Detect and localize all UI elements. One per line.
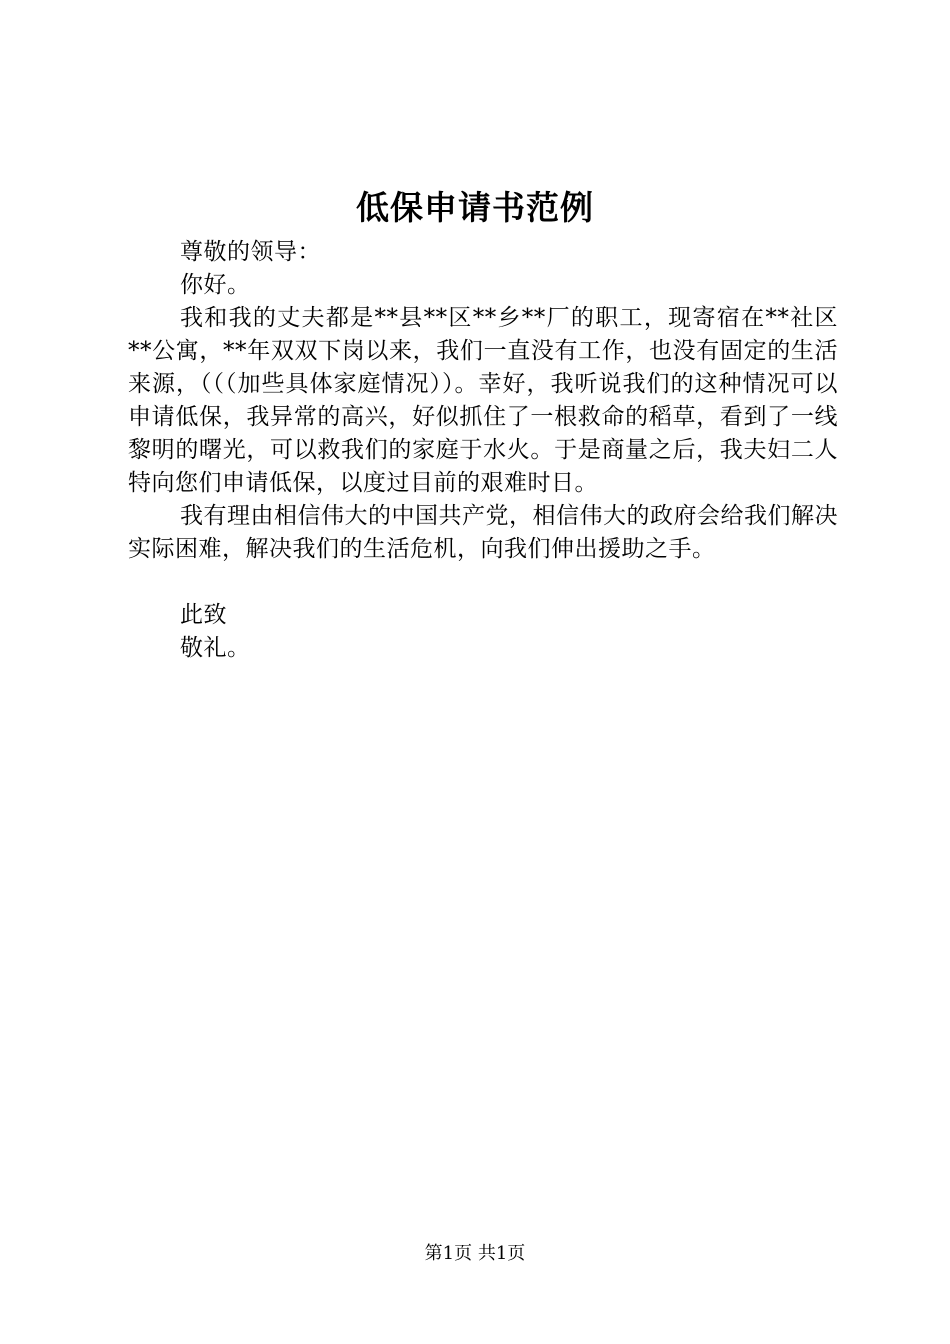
- spacer: [128, 566, 838, 599]
- closing-line-2: 敬礼。: [180, 635, 251, 661]
- greeting: 你好。: [180, 272, 251, 298]
- document-title: 低保申请书范例: [356, 188, 594, 227]
- document-body: [128, 236, 838, 665]
- page-footer: 第1页 共1页: [424, 1243, 526, 1264]
- closing-line-1: 此致: [180, 602, 227, 628]
- body-paragraph-1: 我和我的丈夫都是**县**区**乡**厂的职工，现寄宿在**社区**公寓，**年双双下岗以来，我们一直没有工作，也没有固定的生活来源，（（（加些具体家庭情况））。幸好，我听说我们的这种情况可以申请低保，我异常的高兴，好似抓住了一根救命的稻草，看到了一线黎明的曙光，可以救我们的家庭于水火。于是商量之后，我夫妇二人特向您们申请低保，以度过目前的艰难时日。: [128, 305, 838, 496]
- salutation: 尊敬的领导：: [180, 239, 321, 265]
- body-paragraph-2: 我有理由相信伟大的中国共产党，相信伟大的政府会给我们解决实际困难，解决我们的生活危机，向我们伸出援助之手。: [128, 503, 838, 562]
